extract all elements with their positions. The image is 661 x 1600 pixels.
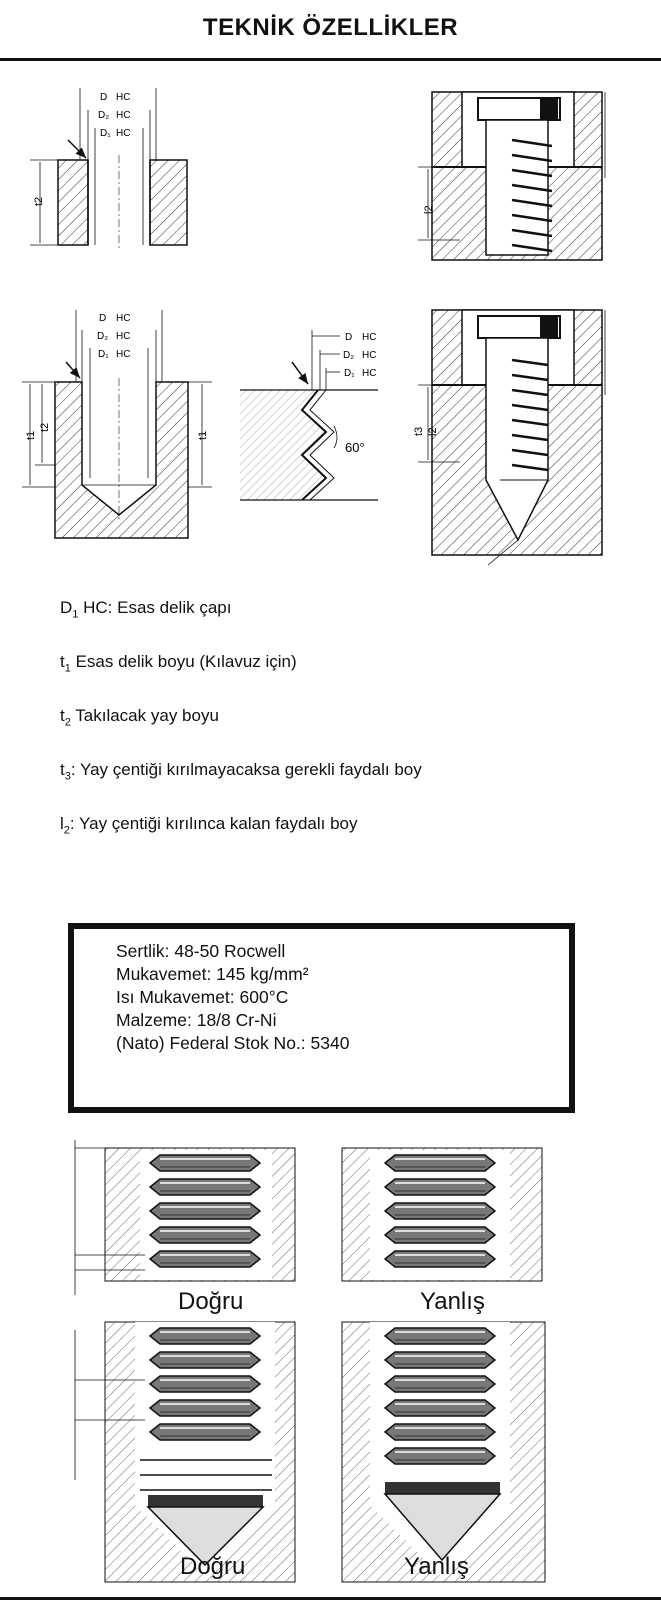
caption-wrong-top: Yanlış [420,1288,485,1315]
specifications-box [68,923,575,1113]
svg-text:HC: HC [116,92,131,103]
insert-wrong-top [342,1148,542,1281]
svg-text:D₁: D₁ [98,349,109,360]
svg-text:D₁: D₁ [344,368,355,379]
through-hole-drawing [30,88,187,250]
svg-text:t1: t1 [25,430,37,440]
svg-text:D₂: D₂ [98,110,110,121]
definition-d1hc: $D_1$ HC: Esas delik çapı [60,598,232,621]
svg-text:HC: HC [362,350,377,361]
svg-text:HC: HC [362,368,377,379]
insert-correct-bottom [75,1322,295,1582]
bolt-blind-drawing [413,310,605,565]
svg-text:D₁: D₁ [100,128,111,139]
svg-text:D: D [99,313,107,324]
spec-material: Malzeme: 18/8 Cr-Ni [116,1010,277,1030]
caption-correct-top: Doğru [178,1288,244,1315]
spec-hardness: Sertlik: 48-50 Rocwell [116,941,286,961]
svg-text:HC: HC [362,332,377,343]
caption-correct-bottom: Doğru [180,1553,246,1580]
svg-text:HC: HC [116,349,131,360]
svg-text:l2: l2 [427,427,439,436]
svg-text:l2: l2 [423,205,435,214]
insert-correct-top [75,1140,295,1295]
svg-text:D: D [345,332,353,343]
blind-hole-drawing [22,310,212,538]
svg-text:HC: HC [116,110,131,121]
spec-strength: Mukavemet: 145 kg/mm² [116,964,309,984]
definition-l2: $l_2$: Yay çentiği kırılınca kalan faydalı boy [60,814,358,837]
svg-text:HC: HC [116,128,131,139]
definition-t3: $t_3$: Yay çentiği kırılmayacaksa gerekli faydalı boy [60,760,422,783]
caption-wrong-bottom: Yanlış [404,1553,469,1580]
page-title: TEKNİK ÖZELLİKLER [202,14,459,41]
svg-text:HC: HC [116,331,131,342]
bolt-through-drawing [418,92,605,260]
svg-text:t2: t2 [39,422,51,432]
svg-text:t1: t1 [197,430,209,440]
svg-text:HC: HC [116,313,131,324]
spec-heat-resistance: Isı Mukavemet: 600°C [116,987,289,1007]
svg-text:t2: t2 [33,196,45,206]
svg-text:t3: t3 [413,426,425,436]
thread-angle-label: 60° [345,440,365,455]
title-divider [0,58,661,61]
svg-text:D₂: D₂ [97,331,109,342]
insert-illustrations [0,1118,661,1588]
thread-profile-drawing [240,330,378,500]
technical-drawings [0,70,661,570]
label-d: D [100,92,108,103]
svg-text:D₂: D₂ [343,350,355,361]
spec-stock-number: (Nato) Federal Stok No.: 5340 [116,1033,350,1053]
definition-t1: $t_1$ Esas delik boyu (Kılavuz için) [60,652,297,675]
definition-t2: $t_2$ Takılacak yay boyu [60,706,219,729]
insert-wrong-bottom [342,1322,545,1582]
